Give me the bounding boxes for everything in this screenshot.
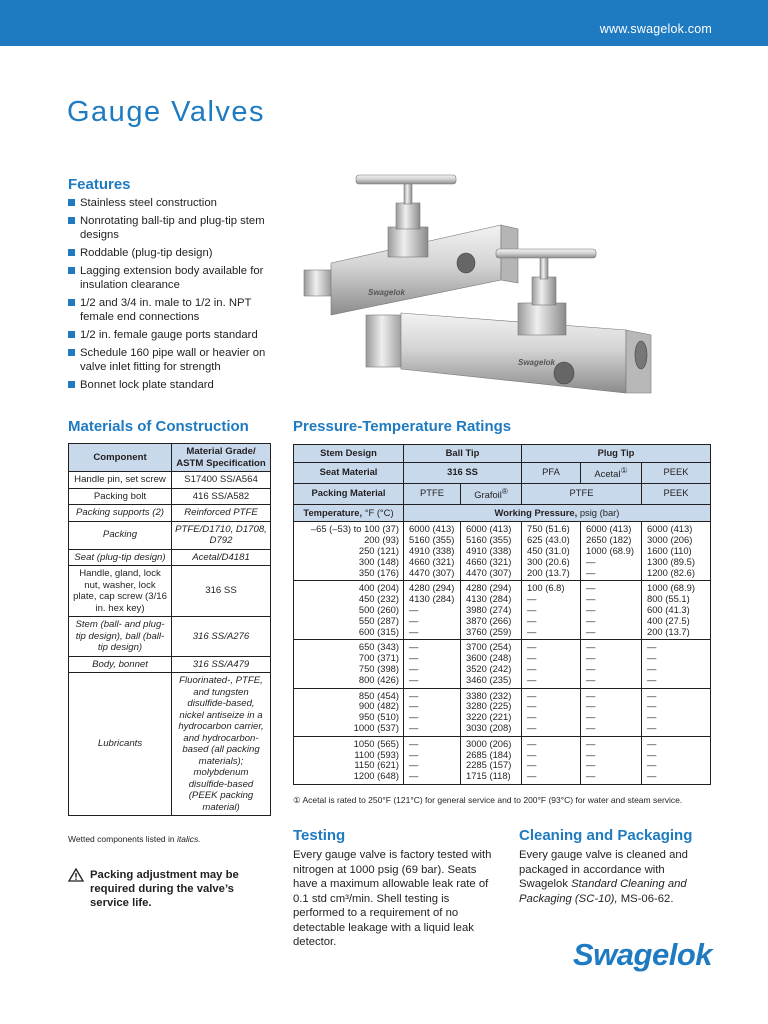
materials-footnote: Wetted components listed in italics. <box>68 834 201 844</box>
feature-item: Nonrotating ball-tip and plug-tip stem designs <box>68 214 283 242</box>
cleaning-text: Every gauge valve is cleaned and packaged in accordance with Swagelok Standard Cleaning and Packaging (SC-10), MS-06-62. <box>519 849 688 905</box>
feature-item: Bonnet lock plate standard <box>68 378 283 392</box>
feature-item: Lagging extension body available for insulation clearance <box>68 264 283 292</box>
cleaning-heading: Cleaning and Packaging <box>519 827 693 844</box>
table-row: Body, bonnet 316 SS/A479 <box>69 656 271 673</box>
feature-item: 1/2 and 3/4 in. male to 1/2 in. NPT female end connections <box>68 296 283 324</box>
feature-item: Roddable (plug-tip design) <box>68 246 283 260</box>
table-header-row: Packing Material PTFE Grafoil® PTFE PEEK <box>294 483 711 504</box>
website-link[interactable]: www.swagelok.com <box>599 22 712 36</box>
table-row: 850 (454) 900 (482) 950 (510) 1000 (537) — — — — 3380 (232) 3280 (225) 3220 (221) 3030 (208) — — — — — — — — — — — — <box>294 688 711 736</box>
table-row: Handle pin, set screw S17400 SS/A564 <box>69 472 271 489</box>
table-header-row: Seat Material 316 SS PFA Acetal① PEEK <box>294 462 711 483</box>
swagelok-logo <box>571 932 716 976</box>
square-bullet-icon <box>68 381 75 388</box>
column-header: Component <box>69 444 172 472</box>
features-heading: Features <box>68 176 131 193</box>
table-row: 400 (204) 450 (232) 500 (260) 550 (287) 600 (315) 4280 (294) 4130 (284) — — — 4280 (294) 4130 (284) 3980 (274) 3870 (266) 3760 (259) 100 (6.8) — — — — — — — — — 1000 (68.9) 800 (55.1) 600 (41.3) 400 (27.5) 200 (13.7) <box>294 581 711 640</box>
column-header: Material Grade/ ASTM Specification <box>172 444 271 472</box>
svg-text:Swagelok: Swagelok <box>573 937 712 972</box>
square-bullet-icon <box>68 199 75 206</box>
testing-text: Every gauge valve is factory tested with nitrogen at 1000 psig (69 bar). Seats have a maximum allowable leak rate of 0.1 std cm³/min. Shell testing is performed to a requirement of no detectable leakage with a liquid leak detector. <box>293 849 492 948</box>
table-row: Handle, gland, lock nut, washer, lock plate, cap screw (3/16 in. hex key) 316 SS <box>69 566 271 617</box>
table-row: Packing supports (2) Reinforced PTFE <box>69 505 271 522</box>
warning-triangle-icon <box>68 868 84 882</box>
feature-item: Schedule 160 pipe wall or heavier on valve inlet fitting for strength <box>68 346 283 374</box>
table-row: Packing PTFE/D1710, D1708, D792 <box>69 521 271 549</box>
square-bullet-icon <box>68 249 75 256</box>
square-bullet-icon <box>68 349 75 356</box>
materials-heading: Materials of Construction <box>68 418 249 435</box>
header-bar <box>0 0 768 46</box>
materials-table <box>68 443 271 816</box>
testing-heading: Testing <box>293 827 346 844</box>
svg-text:Swagelok: Swagelok <box>518 358 555 367</box>
warning-note <box>68 868 268 910</box>
table-header-row: Temperature, °F (°C) Working Pressure, psig (bar) <box>294 504 711 522</box>
svg-text:Swagelok: Swagelok <box>368 288 405 297</box>
pressure-temperature-table <box>293 444 711 785</box>
square-bullet-icon <box>68 267 75 274</box>
square-bullet-icon <box>68 299 75 306</box>
table-row: 650 (343) 700 (371) 750 (398) 800 (426) — — — — 3700 (254) 3600 (248) 3520 (242) 3460 (235) — — — — — — — — — — — — <box>294 640 711 688</box>
table-row: Seat (plug-tip design) Acetal/D4181 <box>69 549 271 566</box>
table-row: Packing bolt 416 SS/A582 <box>69 488 271 505</box>
gauge-valves-photo <box>296 155 686 395</box>
feature-item: 1/2 in. female gauge ports standard <box>68 328 283 342</box>
warning-text: Packing adjustment may be required during the valve’s service life. <box>90 869 239 909</box>
square-bullet-icon <box>68 217 75 224</box>
ratings-footnote: ① Acetal is rated to 250°F (121°C) for general service and to 200°F (93°C) for water and steam service. <box>293 795 683 805</box>
feature-item: Stainless steel construction <box>68 196 283 210</box>
table-row: Stem (ball- and plug-tip design), ball (ball-tip design) 316 SS/A276 <box>69 617 271 657</box>
table-header-row: Stem Design Ball Tip Plug Tip <box>294 445 711 463</box>
features-list <box>68 196 283 396</box>
ratings-heading: Pressure-Temperature Ratings <box>293 418 512 435</box>
table-header-row <box>69 444 271 472</box>
table-row: –65 (–53) to 100 (37) 200 (93) 250 (121) 300 (148) 350 (176) 6000 (413) 5160 (355) 4910 (338) 4660 (321) 4470 (307) 6000 (413) 5160 (355) 4910 (338) 4660 (321) 4470 (307) 750 (51.6) 625 (43.0) 450 (31.0) 300 (20.6) 200 (13.7) 6000 (413) 2650 (182) 1000 (68.9) — — 6000 (413) 3000 (206) 1600 (110) 1300 (89.5) 1200 (82.6) <box>294 522 711 581</box>
table-row: 1050 (565) 1100 (593) 1150 (621) 1200 (648) — — — — 3000 (206) 2685 (184) 2285 (157) 1715 (118) — — — — — — — — — — — — <box>294 736 711 784</box>
page-title: Gauge Valves <box>67 96 266 128</box>
square-bullet-icon <box>68 331 75 338</box>
table-row: Lubricants Fluorinated-, PTFE, and tungsten disulfide-based, nickel antiseize in a hydrocarbon carrier, and hydrocarbon-based (all packing materials); molybdenum disulfide-based (PEEK packing material) <box>69 673 271 816</box>
